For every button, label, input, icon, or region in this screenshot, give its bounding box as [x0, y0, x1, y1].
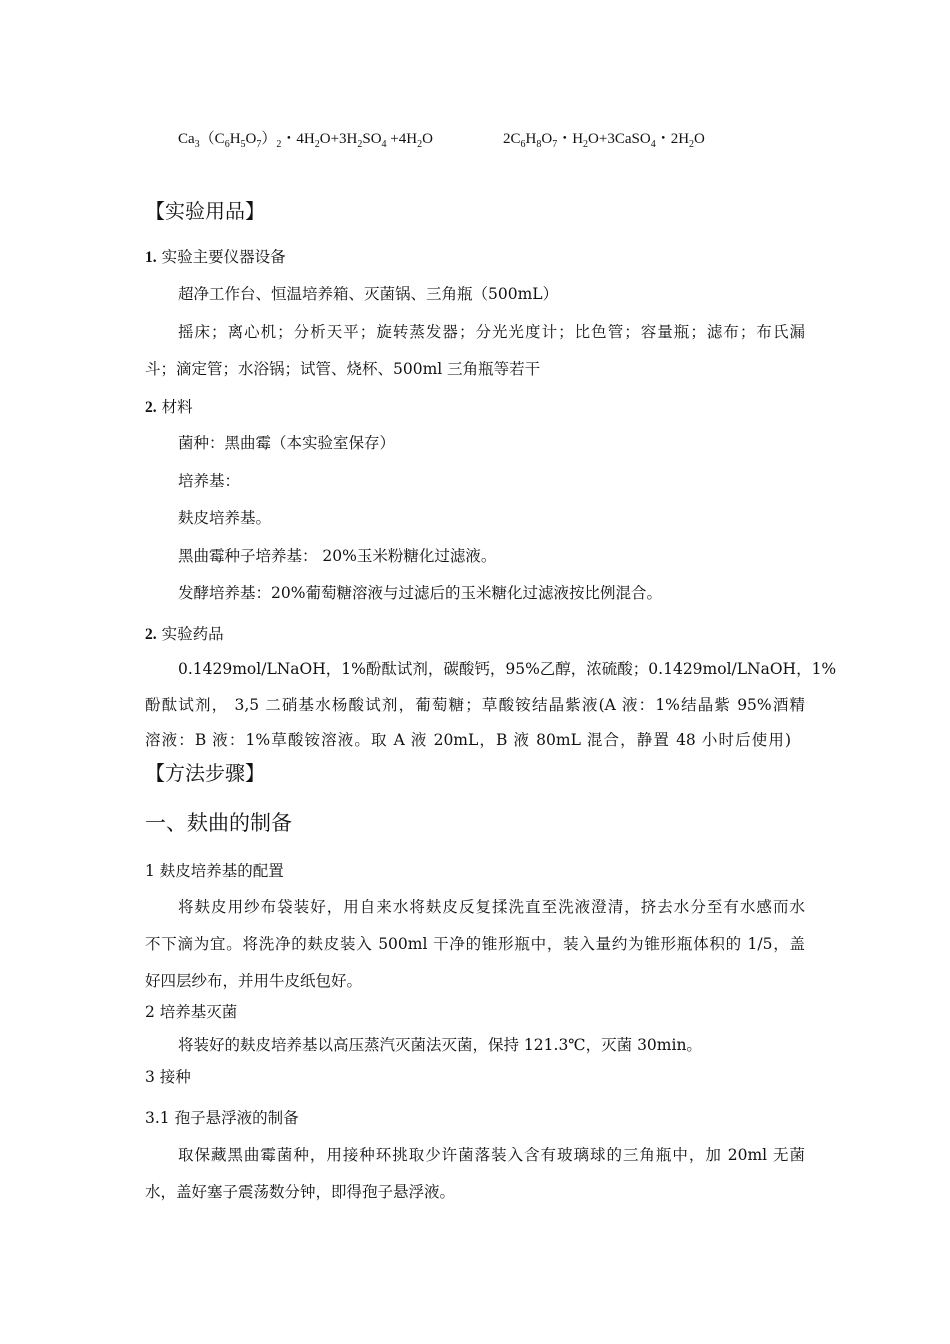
equipment-line-1: 超净工作台、恒温培养箱、灭菌锅、三角瓶（500mL）: [178, 285, 559, 303]
formula-text: O: [541, 131, 553, 147]
item-number: 2.: [145, 399, 157, 416]
formula-text: +4H: [386, 131, 418, 147]
step-3-1-title: 3.1 孢子悬浮液的制备: [145, 1109, 299, 1127]
step-1-line-1: 将麸皮用纱布袋装好，用自来水将麸皮反复揉洗直至洗液澄清，挤去水分至有水感而水: [178, 898, 805, 916]
reagent-line-1: 0.1429mol/LNaOH，1%酚酞试剂，碳酸钙，95%乙醇，浓硫酸；0.1429mol/LNaOH，1%: [178, 660, 837, 678]
item-number: 1.: [145, 249, 157, 266]
formula-text: ・H: [557, 131, 584, 147]
formula-subscript: 4: [650, 139, 656, 150]
part-title-bran-koji: 一、麸曲的制备: [145, 811, 292, 835]
item-title: 材料: [161, 398, 193, 416]
formula-text: O: [694, 131, 705, 147]
equipment-line-2: 摇床；离心机；分析天平；旋转蒸发器；分光光度计；比色管；容量瓶；滤布；布氏漏: [178, 323, 805, 341]
step-1-title: 1 麸皮培养基的配置: [145, 862, 284, 880]
formula-subscript: 2: [417, 139, 423, 150]
formula-text: （C: [199, 131, 225, 147]
formula-subscript: 2: [314, 139, 320, 150]
item-title: 实验主要仪器设备: [161, 248, 286, 266]
formula-text: O+3CaSO: [588, 131, 651, 147]
formula-text: O: [422, 131, 433, 147]
formula-subscript: 6: [520, 139, 526, 150]
formula-subscript: 3: [194, 139, 200, 150]
step-1-line-3: 好四层纱布，并用牛皮纸包好。: [145, 972, 363, 990]
section-heading-methods: 【方法步骤】: [145, 761, 265, 785]
bran-medium-text: 麸皮培养基。: [178, 509, 272, 527]
seed-medium-text: 黑曲霉种子培养基： 20%玉米粉糖化过滤液。: [178, 547, 497, 565]
step-2-line-1: 将装好的麸皮培养基以高压蒸汽灭菌法灭菌，保持 121.3℃，灭菌 30min。: [178, 1036, 702, 1054]
section-heading-materials: 【实验用品】: [145, 199, 265, 223]
formula-subscript: 2: [357, 139, 363, 150]
formula-text: H: [229, 131, 241, 147]
formula-subscript: 2: [583, 139, 589, 150]
formula-subscript: 2: [276, 139, 282, 150]
formula-text: ）: [261, 131, 277, 147]
formula-text: Ca: [178, 131, 195, 147]
formula-text: SO: [362, 131, 382, 147]
formula-text: ・4H: [281, 131, 315, 147]
step-1-line-2: 不下滴为宜。将洗净的麸皮装入 500ml 干净的锥形瓶中，装入量约为锥形瓶体积的 1/5，盖: [145, 935, 805, 953]
strain-text: 菌种：黑曲霉（本实验室保存）: [178, 434, 396, 452]
formula-products: [503, 128, 705, 156]
formula-text: H: [525, 131, 537, 147]
formula-subscript: 2: [689, 139, 695, 150]
step-3-title: 3 接种: [145, 1068, 191, 1086]
list-item-materials-title: [145, 397, 193, 418]
medium-label: 培养基：: [178, 472, 241, 490]
item-title: 实验药品: [161, 625, 224, 643]
reagent-line-2: 酚酞试剂， 3,5 二硝基水杨酸试剂，葡萄糖；草酸铵结晶紫液(A 液：1%结晶紫 95%酒精: [145, 696, 805, 714]
step-3-1-line-2: 水，盖好塞子震荡数分钟，即得孢子悬浮液。: [145, 1183, 456, 1201]
formula-subscript: 7: [256, 139, 262, 150]
step-2-title: 2 培养基灭菌: [145, 1003, 238, 1021]
formula-text: ・2H: [655, 131, 690, 147]
reagent-line-3: 溶液：B 液：1%草酸铵溶液。取 A 液 20mL，B 液 80mL 混合，静置 48 小时后使用): [145, 731, 791, 749]
formula-reactants: [178, 128, 433, 156]
formula-text: 2C: [503, 131, 521, 147]
equipment-line-3: 斗；滴定管；水浴锅；试管、烧杯、500ml 三角瓶等若干: [145, 360, 541, 378]
formula-text: O: [245, 131, 257, 147]
ferment-medium-text: 发酵培养基：20%葡萄糖溶液与过滤后的玉米糖化过滤液按比例混合。: [178, 584, 662, 602]
formula-text: O+3H: [319, 131, 358, 147]
formula-subscript: 6: [224, 139, 230, 150]
list-item-equipment-title: [145, 247, 286, 268]
formula-subscript: 7: [552, 139, 558, 150]
formula-subscript: 4: [381, 139, 387, 150]
formula-subscript: 5: [240, 139, 246, 150]
step-3-1-line-1: 取保藏黑曲霉菌种，用接种环挑取少许菌落装入含有玻璃球的三角瓶中，加 20ml 无菌: [178, 1146, 805, 1164]
formula-subscript: 8: [536, 139, 542, 150]
list-item-reagents-title: [145, 624, 224, 645]
item-number: 2.: [145, 626, 157, 643]
